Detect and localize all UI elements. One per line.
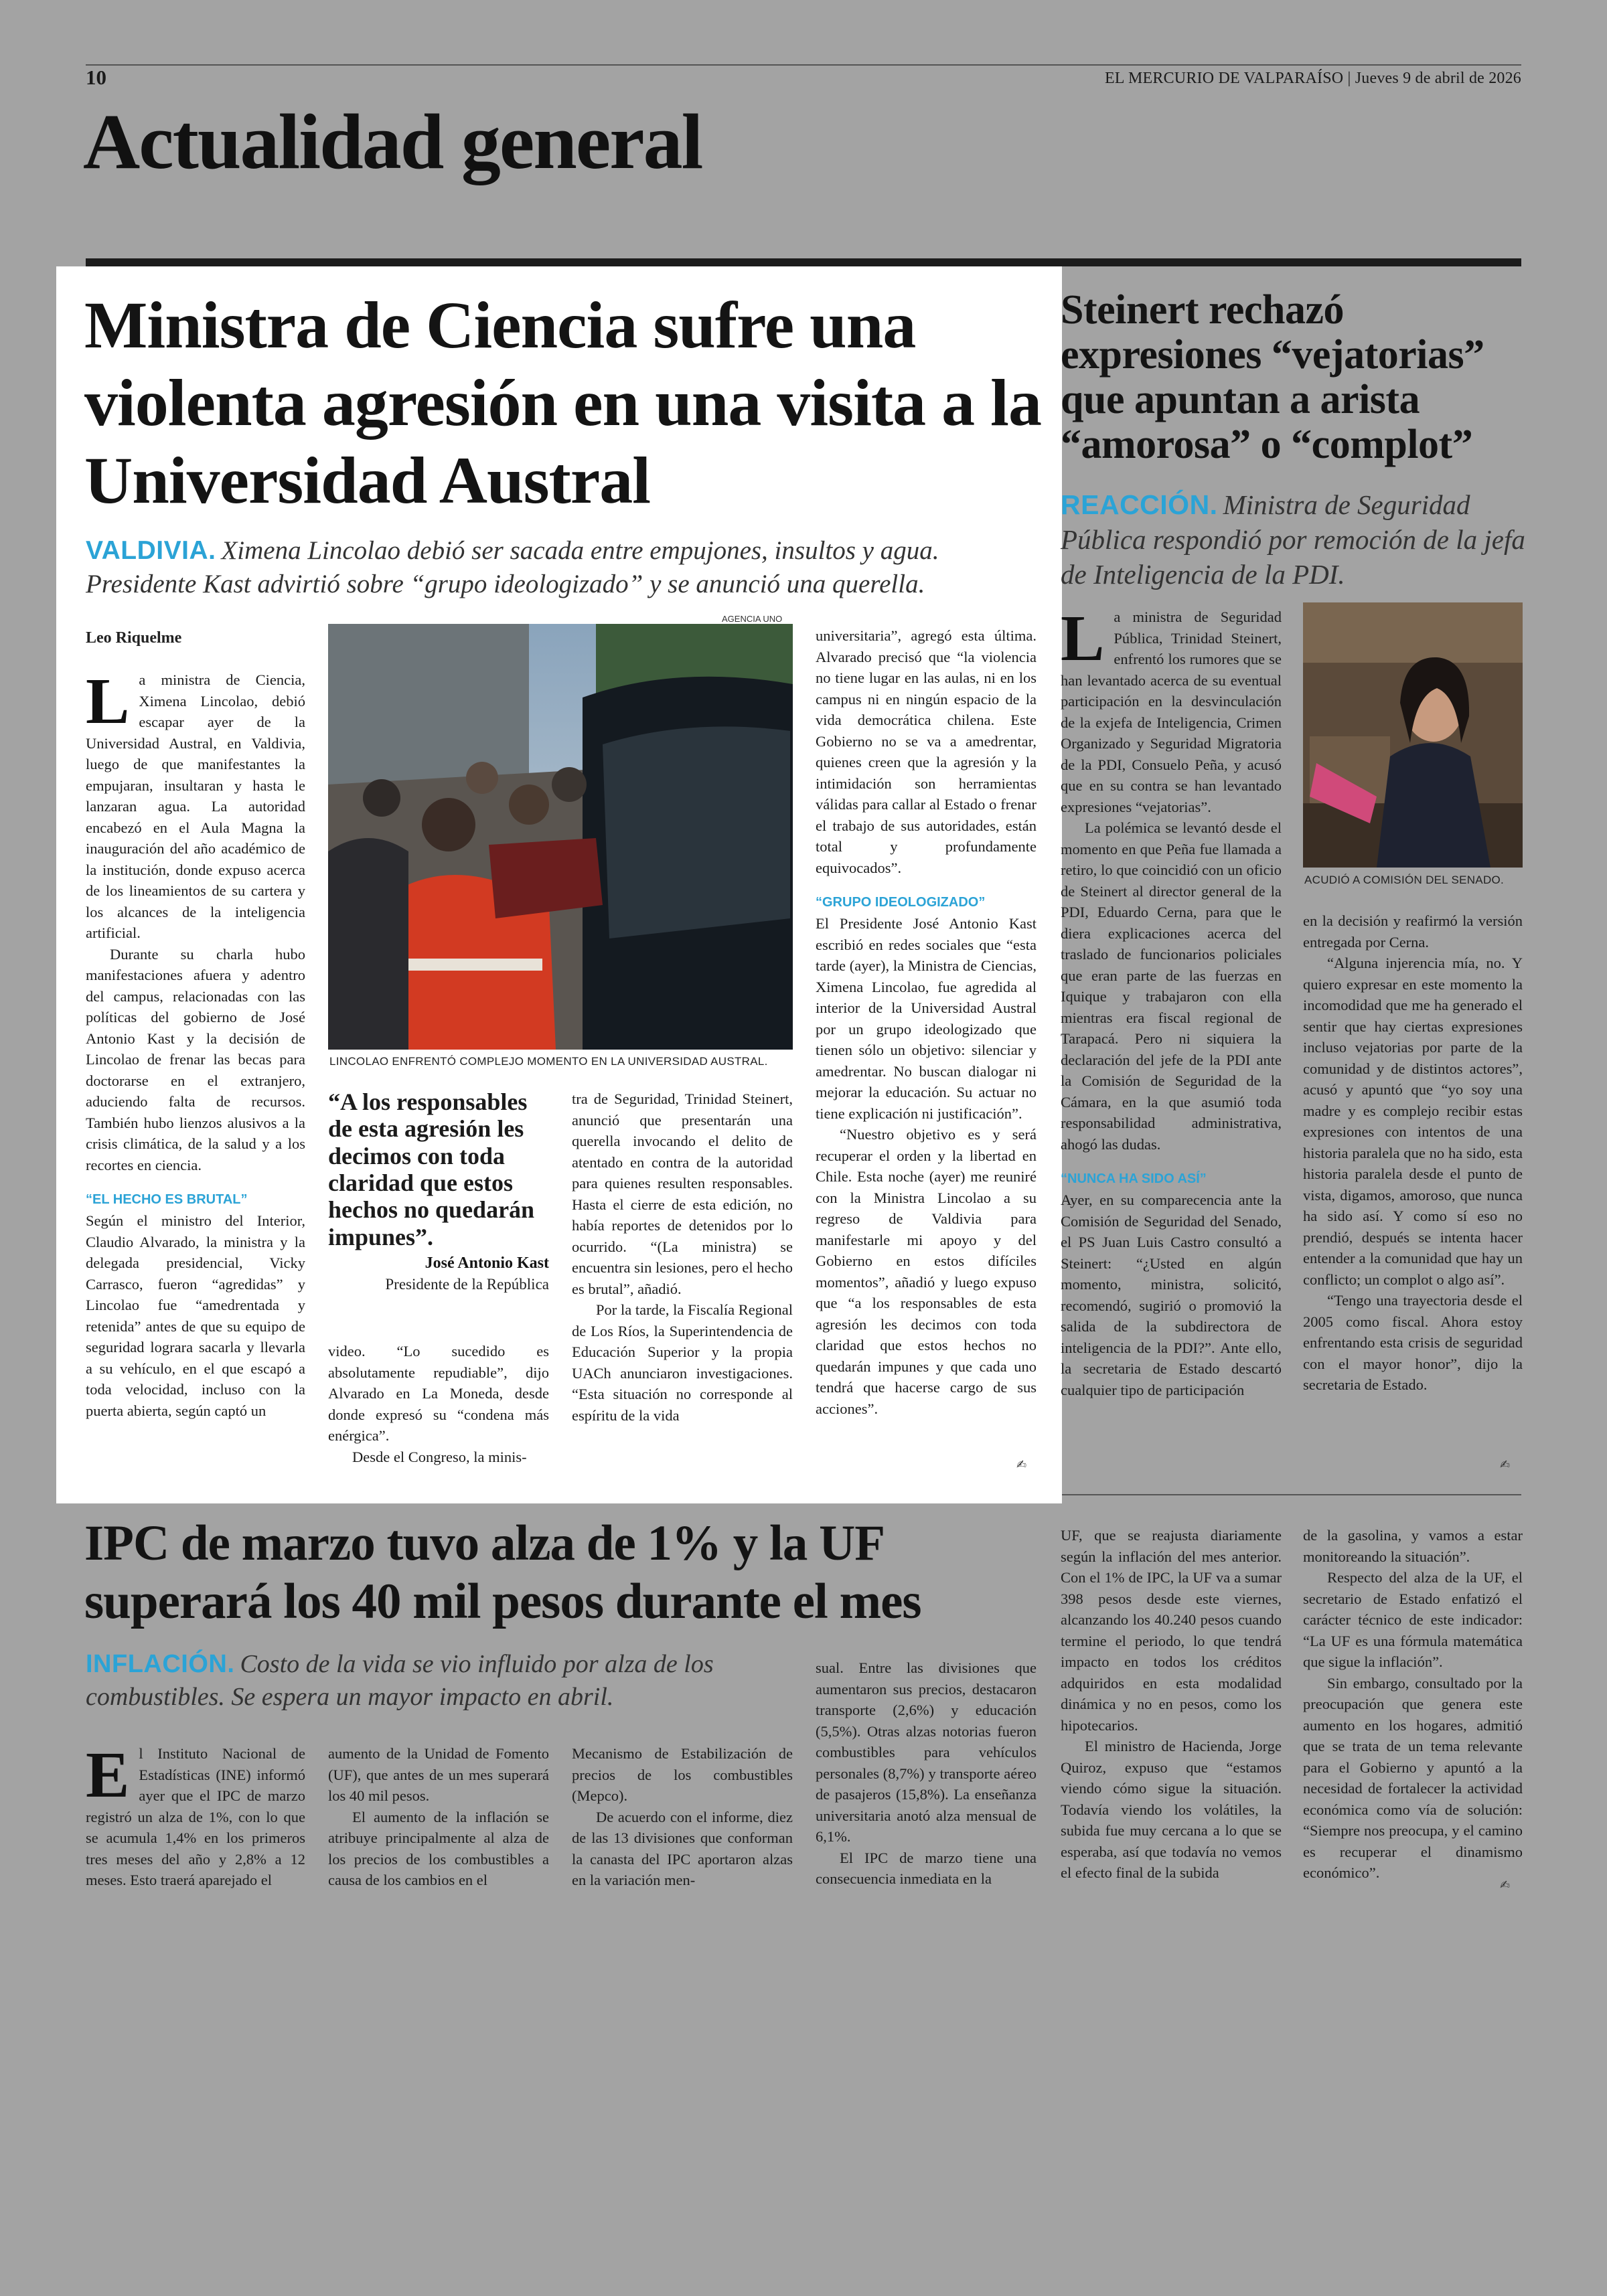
section-rule [86,258,1521,266]
main-column-1 [86,665,305,1479]
ipc-column-2 [328,1743,549,1944]
paragraph: a ministra de Ciencia, Ximena Lincolao, debió escapar ayer de la Universidad Austral, en Valdivia, luego de que manifestantes la empujaran, insultaran y hasta le lanzaran agua. La autoridad encabezó en el Aula Magna la inauguración del año académico de la institución, donde expuso acerca de los lineamientos de su cartera y los alcances de la inteligencia artificial. [86,671,305,941]
mini-heading: “NUNCA HA SIDO ASÍ” [1061,1171,1207,1186]
side-kicker: REACCIÓN. [1061,489,1218,520]
end-mark: ✍ [1500,1878,1511,1892]
drop-cap: L [1061,602,1105,675]
paragraph: tra de Seguridad, Trinidad Steinert, anunció que presentarán una querella invocando el delito de atentado en contra de la autoridad para quienes resulten responsables. Hasta el cierre de esta edición, no había reportes de detenidos por lo ocurrido. “(La ministra) se encuentra sin lesiones, pero el hecho es brutal”, añadió. [572,1090,793,1297]
paragraph: Respecto del alza de la UF, el secretario de Estado enfatizó el carácter técnico de este indicador: “La UF es una fórmula matemática que sigue la inflación”. [1303,1569,1523,1670]
masthead: EL MERCURIO DE VALPARAÍSO | Jueves 9 de abril de 2026 [1104,70,1521,87]
ipc-subhead [86,1648,715,1714]
paragraph: Según el ministro del Interior, Claudio Alvarado, la ministra y la delegada presidencial, Vicky Carrasco, fueron “agredidas” y Lincolao fue “amedrentada y retenida” antes de que su equipo de seguridad lograra sacarla y llevarla a su vehículo, en el que escapó a toda velocidad, incluso con la puerta abierta, según captó un [86,1212,305,1419]
paragraph: en la decisión y reafirmó la versión entregada por Cerna. [1303,912,1523,951]
main-column-4 [816,625,1037,1489]
header-rule [86,64,1521,66]
side-subhead-text: Ministra de Seguridad Pública respondió por remoción de la jefa de Inteligencia de la PDI. [1061,489,1525,590]
paragraph: Ayer, en su comparecencia ante la Comisión de Seguridad del Senado, el PS Juan Luis Castro consultó a Steinert: “¿Usted en algún momento, ministra, solicitó, recomendó, sugirió o promovió la salida de la subdirectora de inteligencia de la PDI?”. Ante ello, la secretaria de Estado descartó cualquier tipo de participación [1061,1192,1282,1398]
quote-author: José Antonio Kast [425,1254,549,1272]
paragraph: sual. Entre las divisiones que aumentaron sus precios, destacaron transporte (2,6%) y educación (5,5%). Otras alzas notorias fueron combustibles para vehículos personales (8,7%) y transporte aéreo de pasajeros (15,8%). La enseñanza universitaria anotó alza mensual de 6,1%. [816,1659,1037,1845]
paragraph: El ministro de Hacienda, Jorge Quiroz, expuso que “estamos viendo cómo sigue la situación. Todavía viendo los volátiles, la subida fue muy cercana a lo que se esperaba, así que todavía no vemos el efecto final de la subida [1061,1738,1282,1881]
side-subhead [1061,487,1529,592]
main-column-3 [572,1088,793,1483]
ipc-column-5 [1061,1525,1282,1953]
mini-heading: “GRUPO IDEOLOGIZADO” [816,895,986,910]
steinert-photo [1303,602,1523,868]
paragraph: Por la tarde, la Fiscalía Regional de Los Ríos, la Superintendencia de Educación Superior y la propia UACh anunciaron investigaciones. “Esta situación no corresponde al espíritu de la vida [572,1301,793,1424]
paragraph: Desde el Congreso, la minis- [352,1448,527,1465]
page-number: 10 [86,66,106,89]
paragraph: l Instituto Nacional de Estadísticas (INE) informó ayer que el IPC de marzo registró un alza de 1%, con lo que se acumula 1,4% en los primeros tres meses del año y 2,8% a 12 meses. Esto traerá aparejado el [86,1745,305,1888]
paragraph: El Presidente José Antonio Kast escribió en redes sociales que “esta tarde (ayer), la Ministra de Ciencias, Ximena Lincolao, fue agredida al interior de la Universidad Austral por un grupo ideologizado que tienen sólo un objetivo: silenciar y amedrentar. No buscan dialogar ni mejorar la educación. Su actuar no tiene explicación ni justificación”. [816,915,1037,1122]
quote-role: Presidente de la República [385,1276,549,1293]
paragraph: a ministra de Seguridad Pública, Trinidad Steinert, enfrentó los rumores que se han levantado acerca de su eventual participación en la desvinculación de la exjefa de Inteligencia, Crimen Organizado y Seguridad Migratoria de la PDI, Consuelo Peña, y acusó que en su contra se han levantado expresiones “vejatorias”. [1061,608,1282,815]
byline: Leo Riquelme [86,629,182,647]
side-headline: Steinert rechazó expresiones “vejatorias” que apuntan a arista “amorosa” o “complot” [1061,287,1484,467]
ipc-column-4 [816,1657,1037,1952]
side-column-1 [1061,602,1282,1477]
ipc-column-6 [1303,1525,1523,1953]
main-subhead [86,534,1050,600]
paragraph: Sin embargo, consultado por la preocupación que genera este aumento en los hogares, admitió que se trata de un tema relevante para el Gobierno y apuntó a la necesidad de fortalecer la actividad económica como vía de solución: “Siempre nos preocupa, y el camino es recuperar el dinamismo económico”. [1303,1674,1523,1881]
paragraph: “Nuestro objetivo es y será recuperar el orden y la libertad en Chile. Esta noche (ayer) me reuniré con la Ministra Lincolao a su regreso de Valdivia para manifestarle mi apoyo y del Gobierno en estos difíciles momentos”, añadió y luego expuso que “a los responsables de esta agresión les decimos con toda claridad que estos hechos no quedarán impunes y que cada uno tendrá que hacerse cargo de sus acciones”. [816,1126,1037,1417]
pull-quote: “A los responsables de esta agresión les decimos con toda claridad que estos hechos no quedarán impunes”. [328,1088,535,1250]
section-divider [1062,1494,1521,1495]
main-headline: Ministra de Ciencia sufre una violenta agresión en una visita a la Universidad Austral [84,288,1041,517]
main-kicker: VALDIVIA. [86,536,216,565]
ipc-column-1 [86,1739,305,1944]
end-mark: ✍ [1016,1458,1027,1471]
section-title: Actualidad general [83,98,702,185]
paragraph: El aumento de la inflación se atribuye principalmente al alza de los precios de los combustibles a causa de los cambios en el [328,1808,549,1888]
ipc-subhead-text: Costo de la vida se vio influido por alza de los combustibles. Se espera un mayor impacto en abril. [86,1650,714,1712]
paragraph: de la gasolina, y vamos a estar monitoreando la situación”. [1303,1527,1523,1565]
paragraph: De acuerdo con el informe, diez de las 13 divisiones que conforman la canasta del IPC aportaron alzas en la variación men- [572,1808,793,1888]
paragraph: universitaria”, agregó esta última. Alvarado precisó que “la violencia no tiene lugar en las aulas, ni en los campus ni en ningún espacio de la vida democrática chilena. Este Gobierno no se va a amedrentar, quienes creen que la agresión y la intimidación son herramientas válidas para callar al Estado o frenar el trabajo de sus autoridades, están total y profundamente equivocados”. [816,627,1037,876]
paragraph: Mecanismo de Estabilización de precios de los combustibles (Mepco). [572,1745,793,1804]
paragraph: video. “Lo sucedido es absolutamente repudiable”, dijo Alvarado en La Moneda, desde donde expresó su “condena más enérgica”. [328,1343,549,1444]
paragraph: El IPC de marzo tiene una consecuencia inmediata en la [816,1849,1037,1887]
ipc-column-3 [572,1743,793,1944]
ipc-headline: IPC de marzo tuvo alza de 1% y la UF superará los 40 mil pesos durante el mes [84,1515,921,1629]
paragraph: La polémica se levantó desde el momento en que Peña fue llamada a retiro, lo que coincidió con un oficio de Steinert al director general de la PDI, Eduardo Cerna, para que le diera explicaciones acerca del traslado de funcionarios policiales que eran parte de las fuerzas en Iquique y trabajaron con ella mientras era fiscal regional de Tarapacá. Pero ni siquiera la declaración del jefe de la PDI ante la Comisión de Seguridad de la Cámara, en la que asumió toda responsabilidad administrativa, ahogó las dudas. [1061,819,1282,1153]
drop-cap: E [86,1739,130,1811]
end-mark: ✍ [1500,1458,1511,1471]
main-column-2 [328,1341,549,1475]
paragraph: “Tengo una trayectoria desde el 2005 como fiscal. Ahora estoy enfrentando esta crisis de seguridad con el mayor honor”, dijo la secretaria de Estado. [1303,1292,1523,1393]
main-subhead-text: Ximena Lincolao debió ser sacada entre empujones, insultos y agua. Presidente Kast advirtió sobre “grupo ideologizado” y se anunció una querella. [86,536,939,598]
photo-caption: LINCOLAO ENFRENTÓ COMPLEJO MOMENTO EN LA UNIVERSIDAD AUSTRAL. [329,1055,768,1068]
ipc-kicker: INFLACIÓN. [86,1650,235,1678]
paragraph: UF, que se reajusta diariamente según la inflación del mes anterior. Con el 1% de IPC, la UF va a sumar 398 pesos desde este viernes, alcanzando los 40.240 pesos cuando termine el periodo, lo que tendrá impacto en todos los créditos adquiridos en esta modalidad dinámica y no en pesos, como los hipotecarios. [1061,1527,1282,1734]
photo-credit: AGENCIA UNO [722,614,783,624]
side-photo-caption: ACUDIÓ A COMISIÓN DEL SENADO. [1304,874,1505,886]
paragraph: aumento de la Unidad de Fomento (UF), que antes de un mes superará los 40 mil pesos. [328,1745,549,1804]
side-column-2 [1303,910,1523,1479]
drop-cap: L [86,665,130,738]
paragraph: “Alguna injerencia mía, no. Y quiero expresar en este momento la incomodidad que me ha generado el sentir que hay ciertas expresiones incluso vejatorias por parte de la comunidad y de distintos actores”, acusó y apuntó que “yo soy una madre y es complejo recibir estas expresiones con intentos de una historia paralela que no ha sido, esta historia paralela desde el punto de vista, digamos, amoroso, que nunca ha sido así. Y como sí eso no prendió, después se intenta hacer entender a la comunidad que hay un conflicto; un complot o algo así”. [1303,955,1523,1288]
mini-heading: “EL HECHO ES BRUTAL” [86,1192,248,1207]
protest-photo [328,624,793,1050]
paragraph: Durante su charla hubo manifestaciones afuera y adentro del campus, relacionadas con las políticas del gobierno de José Antonio Kast y la decisión de Lincolao de frenar las becas para doctorarse en el extranjero, aduciendo falta de recursos. También hubo lienzos alusivos a la crisis climática, de la salud y a los recortes en ciencia. [86,945,305,1173]
